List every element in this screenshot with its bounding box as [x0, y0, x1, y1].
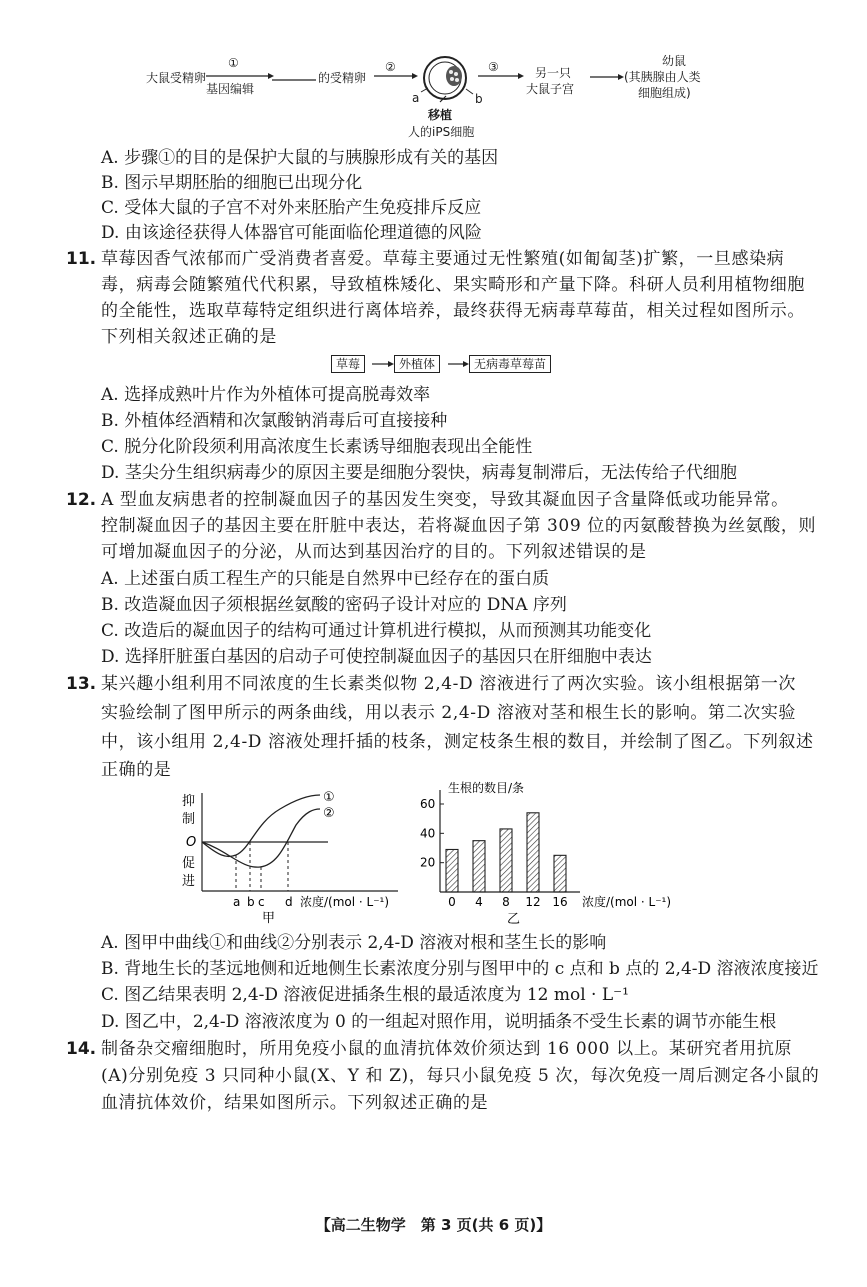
fig-label-fertilized-egg: 的受精卵: [318, 71, 367, 85]
jia-xlabel: 浓度/(mol · L⁻¹): [300, 895, 390, 909]
chart-yi: [412, 778, 682, 926]
chart-jia: [170, 785, 400, 925]
jia-ylabel-inhibit-2: 制: [182, 812, 196, 827]
q13-stem-line: 中，该小组用 2,4-D 溶液处理扦插的枝条，测定枝条生根的数目，并绘制了图乙。下列叙述: [101, 732, 814, 752]
jia-title: 甲: [262, 911, 276, 925]
q13-stem-line: 正确的是: [101, 760, 172, 780]
q12-number: 12.: [66, 490, 97, 510]
yi-xlabel: 浓度/(mol · L⁻¹): [582, 895, 672, 909]
yi-ytick-label: 40: [420, 826, 436, 841]
yi-title: 乙: [507, 912, 521, 926]
jia-xmark-d: d: [285, 895, 293, 909]
q11-stem-line: 毒，病毒会随繁殖代代积累，导致植株矮化、果实畸形和产量下降。科研人员利用植物细胞: [101, 275, 805, 295]
q13-stem-line: 实验绘制了图甲所示的两条曲线，用以表示 2,4-D 溶液对茎和根生长的影响。第二次实验: [101, 703, 797, 723]
q12-stem-line: A 型血友病患者的控制凝血因子的基因发生突变，导致其凝血因子含量降低或功能异常。: [101, 490, 789, 510]
fig-label-rat-uterus: 大鼠子宫: [526, 82, 575, 96]
fig-label-pup: 幼鼠: [662, 54, 687, 68]
yi-xtick-label: 8: [502, 895, 510, 909]
q12-option-a: A. 上述蛋白质工程生产的只能是自然界中已经存在的蛋白质: [101, 569, 550, 589]
jia-ylabel-inhibit-1: 抑: [182, 794, 196, 809]
fig-mark-a: a: [412, 91, 420, 105]
yi-xtick-label: 4: [475, 895, 483, 909]
fig-label-pancreas: (其胰腺由人类: [624, 70, 701, 84]
q13-option-a: A. 图甲中曲线①和曲线②分别表示 2,4-D 溶液对根和茎生长的影响: [101, 933, 607, 953]
q10-option-b: B. 图示早期胚胎的细胞已出现分化: [101, 173, 363, 193]
q14-stem-line: (A)分别免疫 3 只同种小鼠(X、Y 和 Z)，每只小鼠免疫 5 次，每次免疫一周后测定各小鼠的: [101, 1066, 820, 1086]
yi-bar: [554, 855, 566, 892]
flow-box-virusfree: 无病毒草莓苗: [469, 355, 551, 373]
q12-option-c: C. 改造后的凝血因子的结构可通过计算机进行模拟，从而预测其功能变化: [101, 621, 652, 641]
fig-step2-num: ②: [385, 60, 396, 74]
jia-xmark-a: a: [233, 895, 241, 909]
q13-option-b: B. 背地生长的茎远地侧和近地侧生长素浓度分别与图甲中的 c 点和 b 点的 2,4-D 溶液浓度接近: [101, 959, 819, 979]
q11-option-d: D. 茎尖分生组织病毒少的原因主要是细胞分裂快，病毒复制滞后，无法传给子代细胞: [101, 463, 737, 483]
jia-ylabel-promote-1: 促: [182, 856, 196, 871]
q12-stem-line: 控制凝血因子的基因主要在肝脏中表达，若将凝血因子第 309 位的丙氨酸替换为丝氨酸，则: [101, 516, 817, 536]
q12-stem-line: 可增加凝血因子的分泌，从而达到基因治疗的目的。下列叙述错误的是: [101, 542, 647, 562]
jia-ylabel-promote-2: 进: [182, 874, 196, 889]
q10-option-c: C. 受体大鼠的子宫不对外来胚胎产生免疫排斥反应: [101, 198, 482, 218]
yi-xtick-label: 12: [525, 895, 541, 909]
fig-arrows-embryo: [0, 0, 867, 140]
yi-ytick-label: 20: [420, 855, 436, 870]
fig-label-transplant: 移植: [428, 108, 453, 122]
fig-label-other-rat: 另一只: [535, 66, 572, 80]
q11-stem-line: 草莓因香气浓郁而广受消费者喜爱。草莓主要通过无性繁殖(如匍匐茎)扩繁，一旦感染病: [101, 249, 785, 269]
jia-curve-1: [202, 795, 320, 856]
q11-option-a: A. 选择成熟叶片作为外植体可提高脱毒效率: [101, 385, 431, 405]
q14-stem-line: 制备杂交瘤细胞时，所用免疫小鼠的血清抗体效价须达到 16 000 以上。某研究者用抗原: [101, 1039, 793, 1059]
yi-ytick-label: 60: [420, 797, 436, 811]
page-footer: 【高二生物学 第 3 页(共 6 页)】: [315, 1216, 552, 1234]
jia-xmark-c: c: [258, 895, 265, 909]
q12-option-b: B. 改造凝血因子须根据丝氨酸的密码子设计对应的 DNA 序列: [101, 595, 567, 615]
yi-bar: [527, 813, 539, 892]
flow-arrows: [0, 355, 867, 375]
yi-bar: [500, 829, 512, 892]
fig-label-rat-egg: 大鼠受精卵: [146, 71, 207, 85]
q11-stem-line: 下列相关叙述正确的是: [101, 327, 277, 347]
q10-option-a: A. 步骤①的目的是保护大鼠的与胰腺形成有关的基因: [101, 148, 499, 168]
fig-step3-num: ③: [488, 60, 499, 74]
q13-option-d: D. 图乙中，2,4-D 溶液浓度为 0 的一组起对照作用，说明插条不受生长素的调节亦能生根: [101, 1012, 777, 1032]
jia-xmark-b: b: [247, 895, 255, 909]
jia-series-1-label: ①: [323, 790, 335, 805]
yi-ylabel: 生根的数目/条: [448, 781, 525, 795]
fig-label-ips: 人的iPS细胞: [408, 125, 475, 139]
q13-option-c: C. 图乙结果表明 2,4-D 溶液促进插条生根的最适浓度为 12 mol · L⁻¹: [101, 985, 629, 1005]
q12-option-d: D. 选择肝脏蛋白基因的启动子可使控制凝血因子的基因只在肝细胞中表达: [101, 647, 652, 667]
q14-number: 14.: [66, 1039, 97, 1059]
yi-xtick-label: 0: [448, 895, 456, 909]
q11-option-c: C. 脱分化阶段须利用高浓度生长素诱导细胞表现出全能性: [101, 437, 533, 457]
q11-number: 11.: [66, 249, 97, 269]
jia-series-2-label: ②: [323, 806, 335, 821]
fig-step1-num: ①: [228, 56, 239, 70]
fig-label-human-cells: 细胞组成): [638, 86, 691, 100]
flow-box-explant: 外植体: [394, 355, 440, 373]
fig-mark-b: b: [475, 92, 483, 106]
q13-stem-line: 某兴趣小组利用不同浓度的生长素类似物 2,4-D 溶液进行了两次实验。该小组根据第一次: [101, 674, 797, 694]
yi-bar: [473, 841, 485, 892]
q11-option-b: B. 外植体经酒精和次氯酸钠消毒后可直接接种: [101, 411, 448, 431]
q14-stem-line: 血清抗体效价，结果如图所示。下列叙述正确的是: [101, 1093, 489, 1113]
fig-step1-text: 基因编辑: [206, 82, 255, 96]
yi-bar: [446, 849, 458, 892]
q13-number: 13.: [66, 674, 97, 694]
q10-option-d: D. 由该途径获得人体器官可能面临伦理道德的风险: [101, 223, 482, 243]
flow-box-strawberry: 草莓: [331, 355, 365, 373]
jia-curve-2: [202, 809, 320, 867]
jia-origin-label: O: [186, 835, 197, 850]
yi-xtick-label: 16: [552, 895, 568, 909]
q11-stem-line: 的全能性，选取草莓特定组织进行离体培养，最终获得无病毒草莓苗，相关过程如图所示。: [101, 301, 805, 321]
